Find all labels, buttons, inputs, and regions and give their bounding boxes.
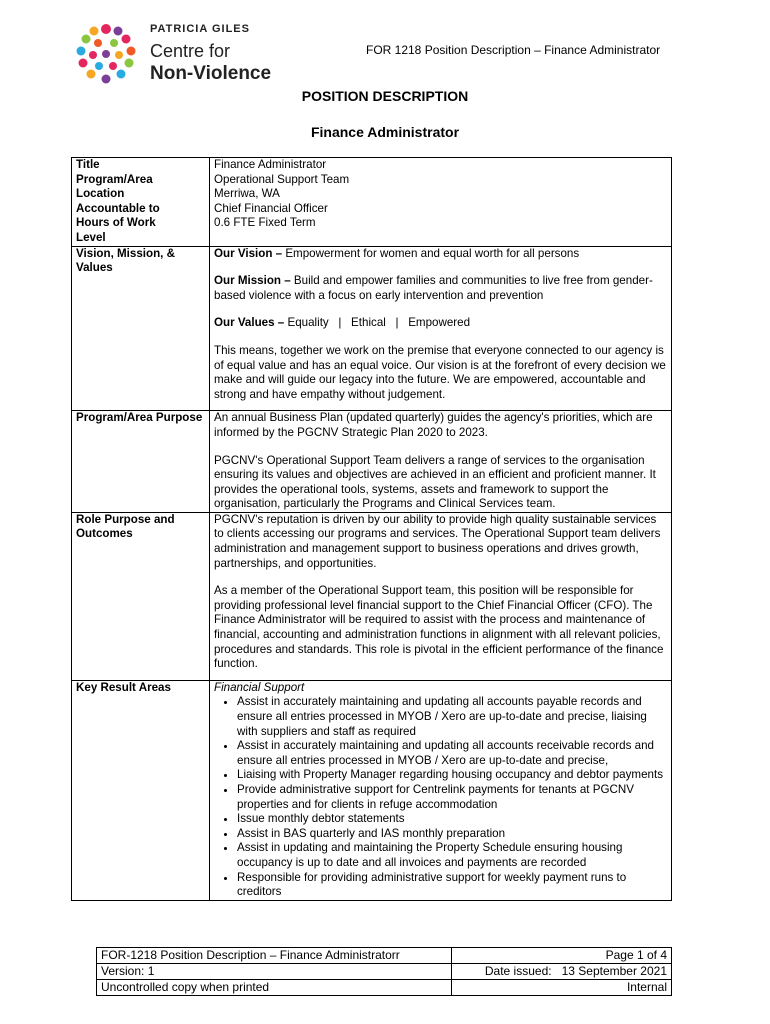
purpose-label: Program/Area Purpose <box>72 411 210 513</box>
footer-page-number: Page 1 of 4 <box>451 948 671 964</box>
detail-label: Level <box>72 231 210 246</box>
detail-label: Hours of Work <box>72 216 210 231</box>
detail-value: Chief Financial Officer <box>210 202 672 217</box>
role-content <box>210 512 672 680</box>
detail-value: Finance Administrator <box>210 158 672 173</box>
detail-label: Location <box>72 187 210 202</box>
detail-row-program <box>72 173 672 188</box>
list-item: • Assist in accurately maintaining and updating all accounts payable records and ensure all entries processed in MYOB / Xero are up-to-date and precise, liaising with suppliers and staff as required <box>237 695 667 739</box>
detail-value: 0.6 FTE Fixed Term <box>210 216 672 231</box>
footer-date-issued: Date issued: 13 September 2021 <box>451 964 671 980</box>
values-statement: Our Values – Equality | Ethical | Empowered <box>214 316 471 330</box>
footer-uncontrolled-note: Uncontrolled copy when printed <box>97 980 452 996</box>
detail-row-hours <box>72 216 672 231</box>
footer-version: Version: 1 <box>97 964 452 980</box>
list-item: • Assist in accurately maintaining and updating all accounts receivable records and ensure all entries processed in MYOB / Xero are up-to-date and precise, <box>237 739 667 768</box>
kra-list <box>214 695 667 899</box>
mission-statement: Our Mission – Build and empower families and communities to live free from gender-based violence with a focus on early intervention and prevention <box>214 274 653 302</box>
list-item: • Liaising with Property Manager regarding housing occupancy and debtor payments <box>237 768 667 783</box>
footer-classification: Internal <box>451 980 671 996</box>
organisation-logo <box>66 19 286 89</box>
detail-label: Program/Area <box>72 173 210 188</box>
detail-value: Operational Support Team <box>210 173 672 188</box>
page-title: POSITION DESCRIPTION <box>301 88 469 104</box>
position-details-table <box>71 157 672 901</box>
page-subtitle: Finance Administrator <box>310 124 460 140</box>
vision-statement: Our Vision – Empowerment for women and equal worth for all persons <box>214 246 580 260</box>
logo-line-2: Centre for <box>150 41 231 61</box>
vision-content <box>210 246 672 411</box>
kra-row <box>72 680 672 900</box>
detail-label: Title <box>72 158 210 173</box>
role-paragraph-1: PGCNV's reputation is driven by our ability to provide high quality sustainable services to clients accessing our programs and services. The Operational Support team delivers administration and management support to business operations and drives growth, partnerships, and opportunities. <box>214 512 661 570</box>
detail-row-level <box>72 231 672 246</box>
detail-row-accountable <box>72 202 672 217</box>
kra-section-heading: Financial Support <box>214 680 305 694</box>
vision-label: Vision, Mission, & Values <box>72 246 210 411</box>
flower-logo-icon <box>66 19 146 89</box>
detail-value <box>210 231 672 246</box>
purpose-content <box>210 411 672 513</box>
document-footer <box>96 947 672 996</box>
header-reference: FOR 1218 Position Description – Finance Administrator <box>366 43 661 57</box>
detail-label: Accountable to <box>72 202 210 217</box>
values-explanation: This means, together we work on the premise that everyone connected to our agency is of equal value and has an equal voice. Our vision is at the forefront of every decision we make and will guide our legacy into the future. We are empowered, accountable and strong and have empathy without judgement. <box>214 343 666 401</box>
list-item: • Provide administrative support for Centrelink payments for tenants at PGCNV properties and for clients in refuge accommodation <box>237 783 667 812</box>
detail-row-location <box>72 187 672 202</box>
kra-content <box>210 680 672 900</box>
kra-label: Key Result Areas <box>72 680 210 900</box>
vision-row <box>72 246 672 411</box>
detail-value: Merriwa, WA <box>210 187 672 202</box>
list-item: • Issue monthly debtor statements <box>237 812 667 827</box>
list-item: • Assist in BAS quarterly and IAS monthly preparation <box>237 827 667 842</box>
purpose-row <box>72 411 672 513</box>
detail-row-title <box>72 158 672 173</box>
list-item: • Responsible for providing administrative support for weekly payment runs to creditors <box>237 871 667 900</box>
role-label: Role Purpose and Outcomes <box>72 512 210 680</box>
footer-doc-name: FOR-1218 Position Description – Finance Administratorr <box>97 948 452 964</box>
purpose-paragraph-1: An annual Business Plan (updated quarterly) guides the agency's priorities, which are informed by the PGCNV Strategic Plan 2020 to 2023. <box>214 411 653 439</box>
logo-line-3: Non-Violence <box>150 63 272 84</box>
role-paragraph-2: As a member of the Operational Support team, this position will be responsible for providing professional level financial support to the Chief Financial Officer (CFO). The Finance Administrator will be required to assist with the process and maintenance of financial, accounting and administration functions in alignment with all relevant policies, procedures and standards. This role is pivotal in the efficient performance of the finance function. <box>214 584 664 671</box>
logo-line-1: PATRICIA GILES <box>150 23 250 35</box>
list-item: • Assist in updating and maintaining the Property Schedule ensuring housing occupancy is up to date and all invoices and payments are recorded <box>237 841 667 870</box>
purpose-paragraph-2: PGCNV's Operational Support Team delivers a range of services to the organisation ensuring its values and objectives are achieved in an efficient and proficient manner. It provides the operational tools, systems, assets and framework to support the organisation, particularly the Programs and Clinical Services team. <box>214 453 656 511</box>
role-row <box>72 512 672 680</box>
